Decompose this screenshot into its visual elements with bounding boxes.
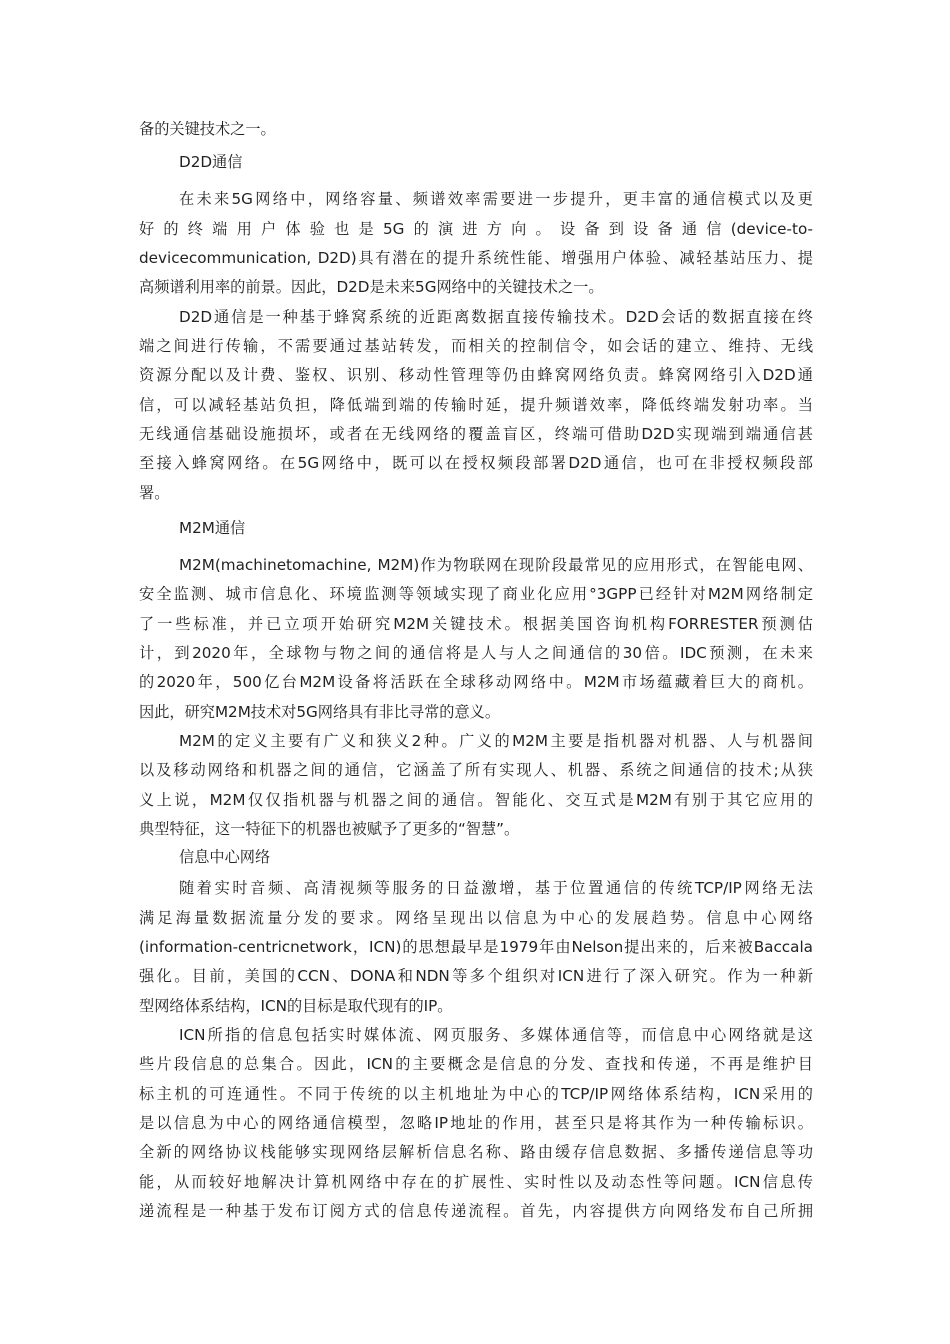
section-heading-icn: 信息中心网络 xyxy=(179,848,271,866)
paragraph-line: 资源分配以及计费、鉴权、识别、移动性管理等仍由蜂窝网络负责。蜂窝网络引入D2D通 xyxy=(139,366,813,384)
paragraph-line: 能，从而较好地解决计算机网络中存在的扩展性、实时性以及动态性等问题。ICN信息传 xyxy=(139,1173,813,1191)
paragraph-line: 标主机的可连通性。不同于传统的以主机地址为中心的TCP/IP网络体系结构，ICN采用的 xyxy=(139,1085,813,1103)
paragraph-line: 些片段信息的总集合。因此，ICN的主要概念是信息的分发、查找和传递，不再是维护目 xyxy=(139,1055,813,1073)
paragraph-line: 因此，研究M2M技术对5G网络具有非比寻常的意义。 xyxy=(139,703,501,721)
paragraph-line: 全新的网络协议栈能够实现网络层解析信息名称、路由缓存信息数据、多播传递信息等功 xyxy=(139,1143,813,1161)
paragraph-line: 计，到2020年，全球物与物之间的通信将是人与人之间通信的30倍。IDC预测，在未来 xyxy=(139,644,813,662)
paragraph-line: 在未来5G网络中，网络容量、频谱效率需要进一步提升，更丰富的通信模式以及更 xyxy=(179,190,813,208)
paragraph-line: 典型特征，这一特征下的机器也被赋予了更多的“智慧”。 xyxy=(139,820,520,838)
paragraph-continuation-line: 备的关键技术之一。 xyxy=(139,120,276,138)
paragraph-line: M2M(machinetomachine, M2M)作为物联网在现阶段最常见的应用形式，在智能电网、 xyxy=(179,556,813,574)
paragraph-line: 强化。目前，美国的CCN、DONA和NDN等多个组织对ICN进行了深入研究。作为一种新 xyxy=(139,967,813,985)
paragraph-line: 信，可以减轻基站负担，降低端到端的传输时延，提升频谱效率，降低终端发射功率。当 xyxy=(139,396,813,414)
section-heading-d2d: D2D通信 xyxy=(179,153,243,171)
section-heading-m2m: M2M通信 xyxy=(179,519,246,537)
paragraph-line: 至接入蜂窝网络。在5G网络中，既可以在授权频段部署D2D通信，也可在非授权频段部 xyxy=(139,454,813,472)
paragraph-line: (information-centricnetwork，ICN)的思想最早是1979年由Nelson提出来的，后来被Baccala xyxy=(139,938,813,956)
paragraph-line: 以及移动网络和机器之间的通信，它涵盖了所有实现人、机器、系统之间通信的技术;从狭 xyxy=(139,761,813,779)
paragraph-line: 的2020年，500亿台M2M设备将活跃在全球移动网络中。M2M市场蕴藏着巨大的商机。 xyxy=(139,673,813,691)
paragraph-line: 型网络体系结构，ICN的目标是取代现有的IP。 xyxy=(139,997,453,1015)
paragraph-line: 好的终端用户体验也是5G的演进方向。设备到设备通信(device-to- xyxy=(139,220,813,238)
paragraph-line: D2D通信是一种基于蜂窝系统的近距离数据直接传输技术。D2D会话的数据直接在终 xyxy=(179,308,813,326)
paragraph-line: devicecommunication, D2D)具有潜在的提升系统性能、增强用户体验、减轻基站压力、提 xyxy=(139,249,813,267)
paragraph-line: 是以信息为中心的网络通信模型，忽略IP地址的作用，甚至只是将其作为一种传输标识。 xyxy=(139,1114,813,1132)
paragraph-line: 义上说，M2M仅仅指机器与机器之间的通信。智能化、交互式是M2M有别于其它应用的 xyxy=(139,791,813,809)
paragraph-line: 高频谱利用率的前景。因此，D2D是未来5G网络中的关键技术之一。 xyxy=(139,278,604,296)
paragraph-line: ICN所指的信息包括实时媒体流、网页服务、多媒体通信等，而信息中心网络就是这 xyxy=(179,1026,813,1044)
paragraph-line: M2M的定义主要有广义和狭义2种。广义的M2M主要是指机器对机器、人与机器间 xyxy=(179,732,813,750)
paragraph-line: 安全监测、城市信息化、环境监测等领域实现了商业化应用°3GPP已经针对M2M网络制定 xyxy=(139,585,813,603)
paragraph-line: 无线通信基础设施损坏，或者在无线网络的覆盖盲区，终端可借助D2D实现端到端通信甚 xyxy=(139,425,813,443)
paragraph-line: 随着实时音频、高清视频等服务的日益激增，基于位置通信的传统TCP/IP网络无法 xyxy=(179,879,813,897)
paragraph-line: 了一些标准，并已立项开始研究M2M关键技术。根据美国咨询机构FORRESTER预测估 xyxy=(139,615,813,633)
paragraph-line: 递流程是一种基于发布订阅方式的信息传递流程。首先，内容提供方向网络发布自己所拥 xyxy=(139,1202,813,1220)
paragraph-line: 满足海量数据流量分发的要求。网络呈现出以信息为中心的发展趋势。信息中心网络 xyxy=(139,909,813,927)
paragraph-line: 署。 xyxy=(139,484,170,502)
paragraph-line: 端之间进行传输，不需要通过基站转发，而相关的控制信令，如会话的建立、维持、无线 xyxy=(139,337,813,355)
